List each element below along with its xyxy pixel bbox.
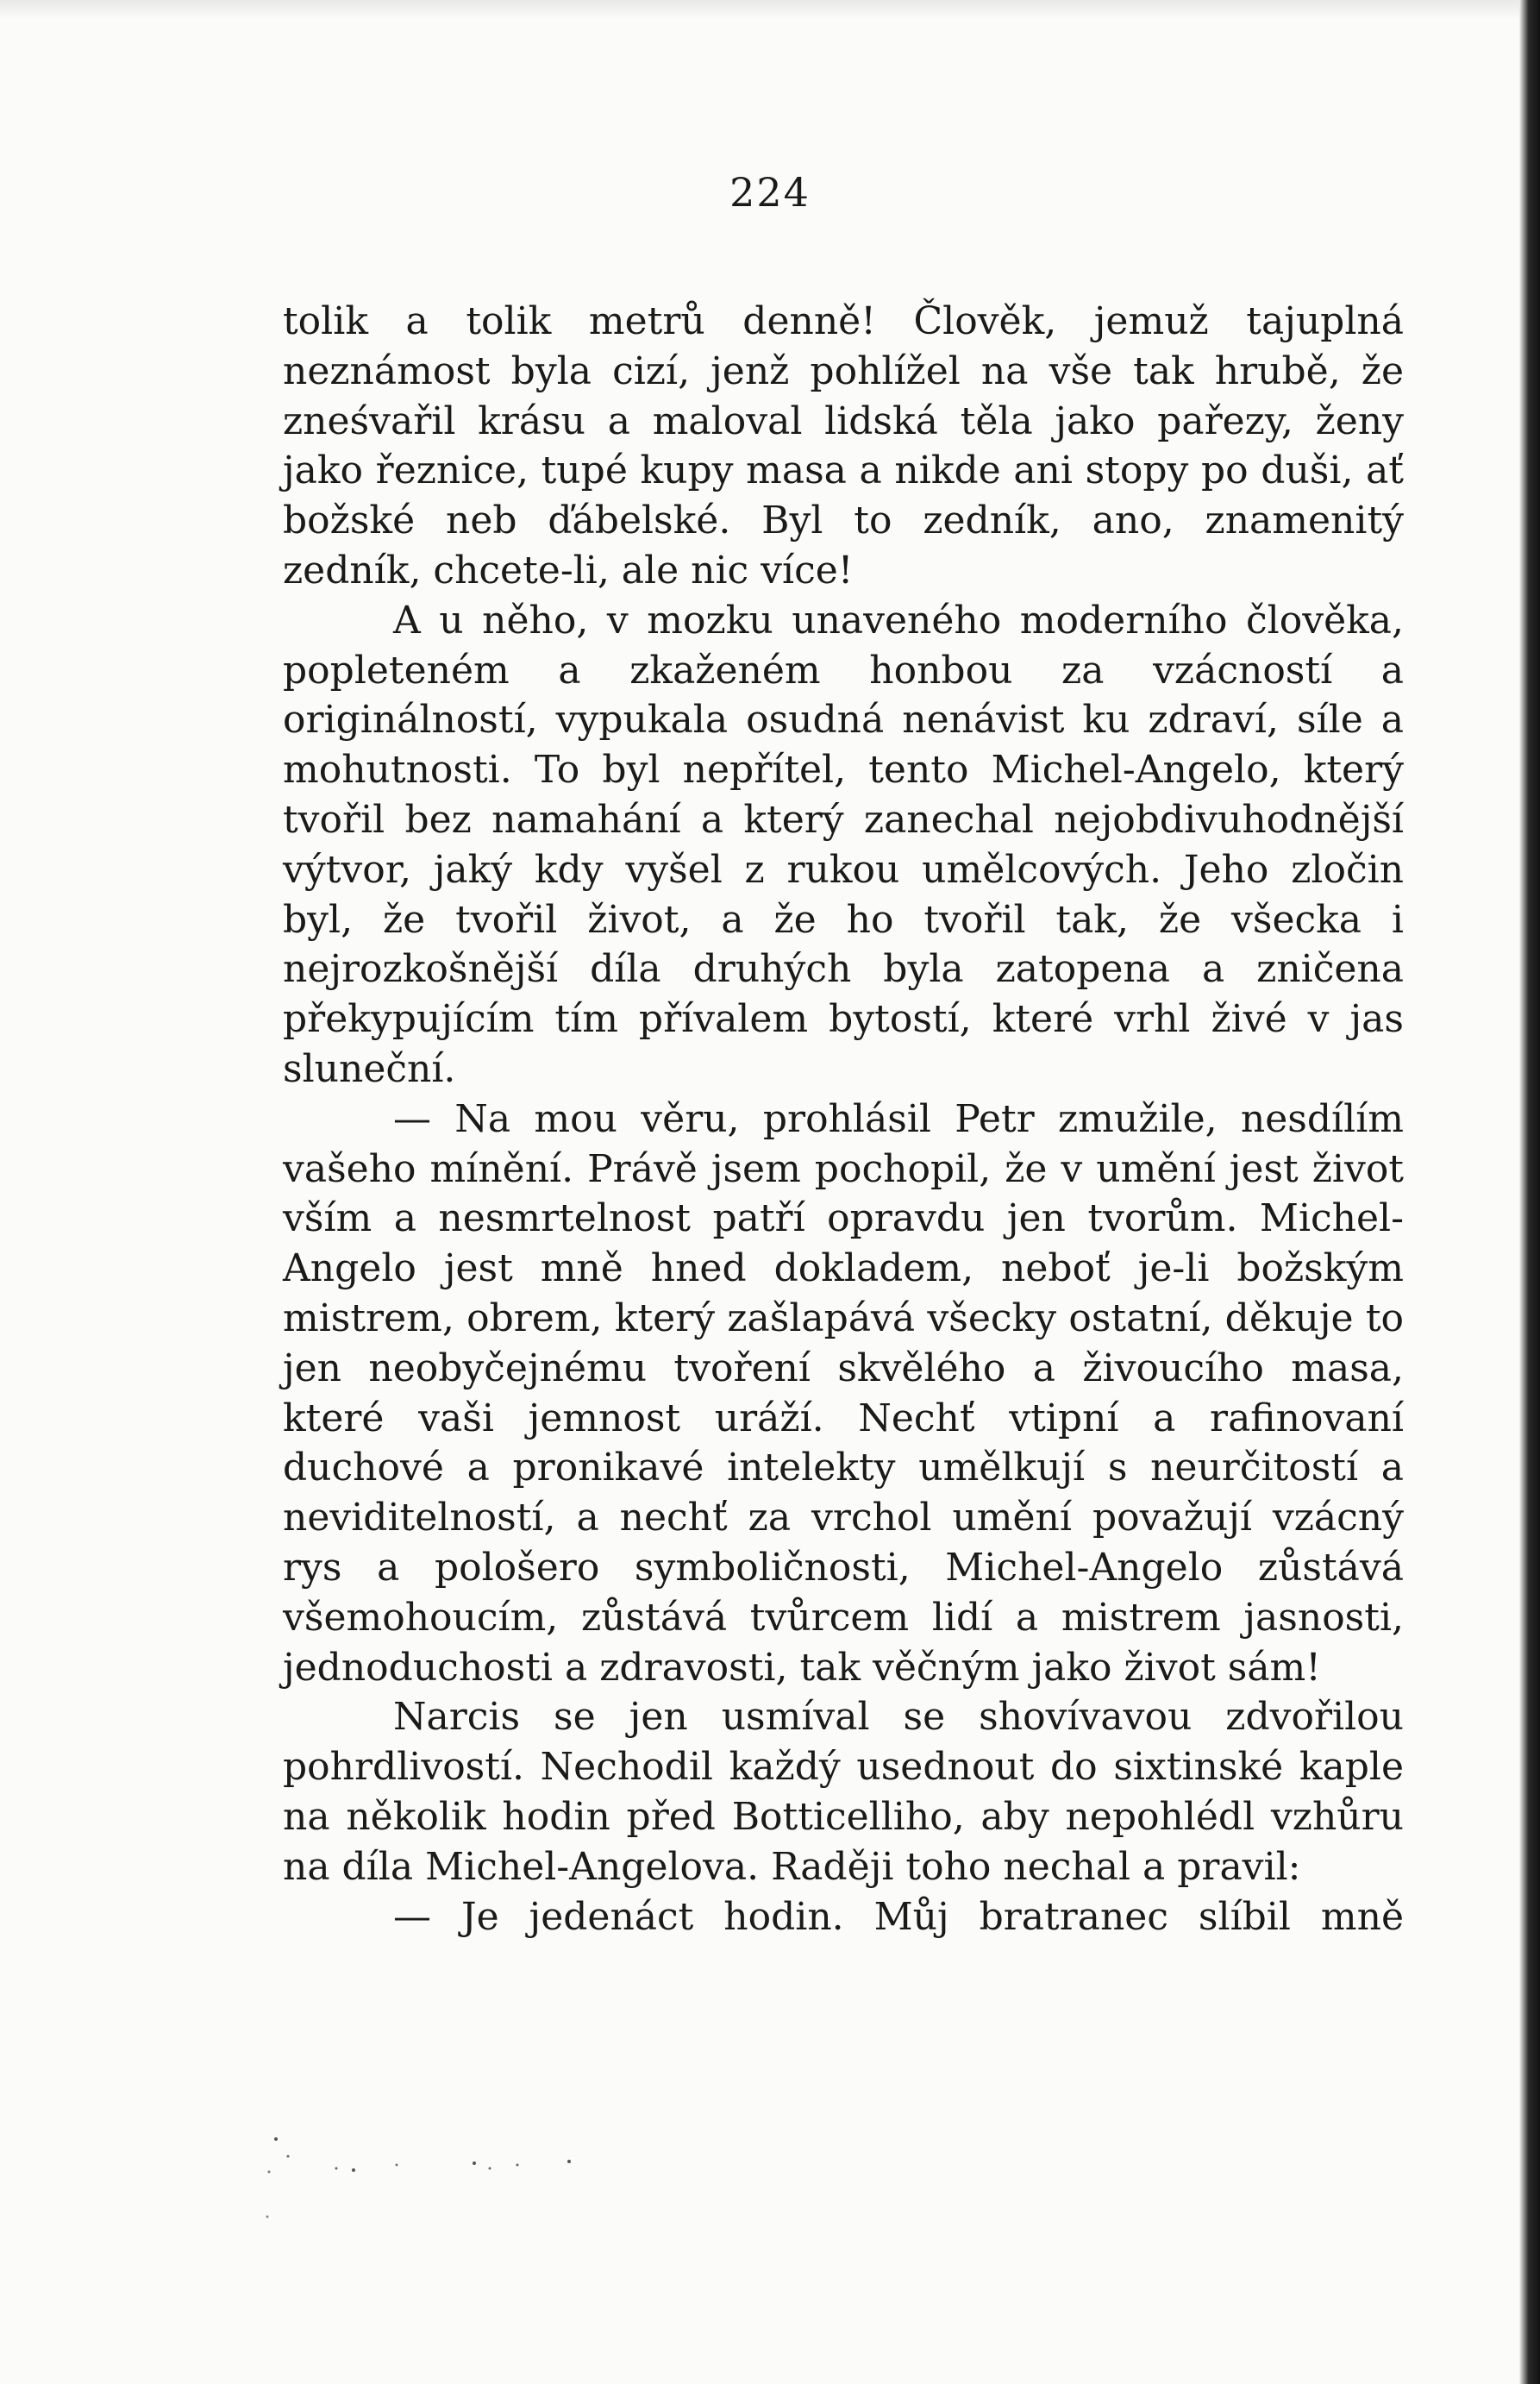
- paragraph-5: — Je jedenáct hodin. Můj bratranec slíbil mně: [393, 1894, 1404, 1939]
- page-number: 224: [729, 169, 811, 216]
- paragraph-3: — Na mou věru, prohlásil Petr zmužile, nesdílím vašeho mínění. Právě jsem pochopil, že v umění jest život vším a nesmrtelnost patří opravdu jen tvorům. Michel-Angelo jest mně hned dokladem, neboť je-li božským mistrem, obrem, který zašlapává všecky ostatní, děkuje to jen neobyčejnému tvoření skvělého a živoucího masa, které vaši jemnost uráží. Nechť vtipní a rafinovaní duchové a pronikavé intelekty umělkují s neurčitostí a neviditelností, a nechť za vrchol umění považují vzácný rys a pološero symboličnosti, Michel-Angelo zůstává všemohoucím, zůstává tvůrcem lidí a mistrem jasnosti, jednoduchosti a zdravosti, tak věčným jako život sám!: [283, 1096, 1404, 1690]
- paragraph-1: tolik a tolik metrů denně! Člověk, jemuž tajuplná neznámost byla cizí, jenž pohlížel na vše tak hrubě, že zneśvařil krásu a maloval lidská těla jako pařezy, ženy jako řeznice, tupé kupy masa a nikde ani stopy po duši, ať božské neb ďábelské. Byl to zedník, ano, znamenitý zedník, chcete-li, ale nic více!: [283, 299, 1404, 593]
- page-right-edge: [1519, 0, 1540, 2384]
- paragraph-4: Narcis se jen usmíval se shovívavou zdvořilou pohrdlivostí. Nechodil každý usednout do sixtinské kaple na několik hodin před Botticelliho, aby nepohlédl vzhůru na díla Michel-Angelova. Raději toho nechal a pravil:: [283, 1695, 1404, 1889]
- body-text: [283, 297, 1404, 1942]
- print-specks: [259, 2130, 673, 2234]
- paragraph-2: A u něho, v mozku unaveného moderního člověka, popleteném a zkaženém honbou za vzácností a originálností, vypukala osudná nenávist ku zdraví, síle a mohutnosti. To byl nepřítel, tento Michel-Angelo, který tvořil bez namahání a který zanechal nejobdivuhodnější výtvor, jaký kdy vyšel z rukou umělcových. Jeho zločin byl, že tvořil život, a že ho tvořil tak, že všecka i nejrozkošnější díla druhých byla zatopena a zničena překypujícím tím přívalem bytostí, které vrhl živé v jas sluneční.: [283, 598, 1404, 1091]
- page-top-shadow: [0, 0, 1540, 19]
